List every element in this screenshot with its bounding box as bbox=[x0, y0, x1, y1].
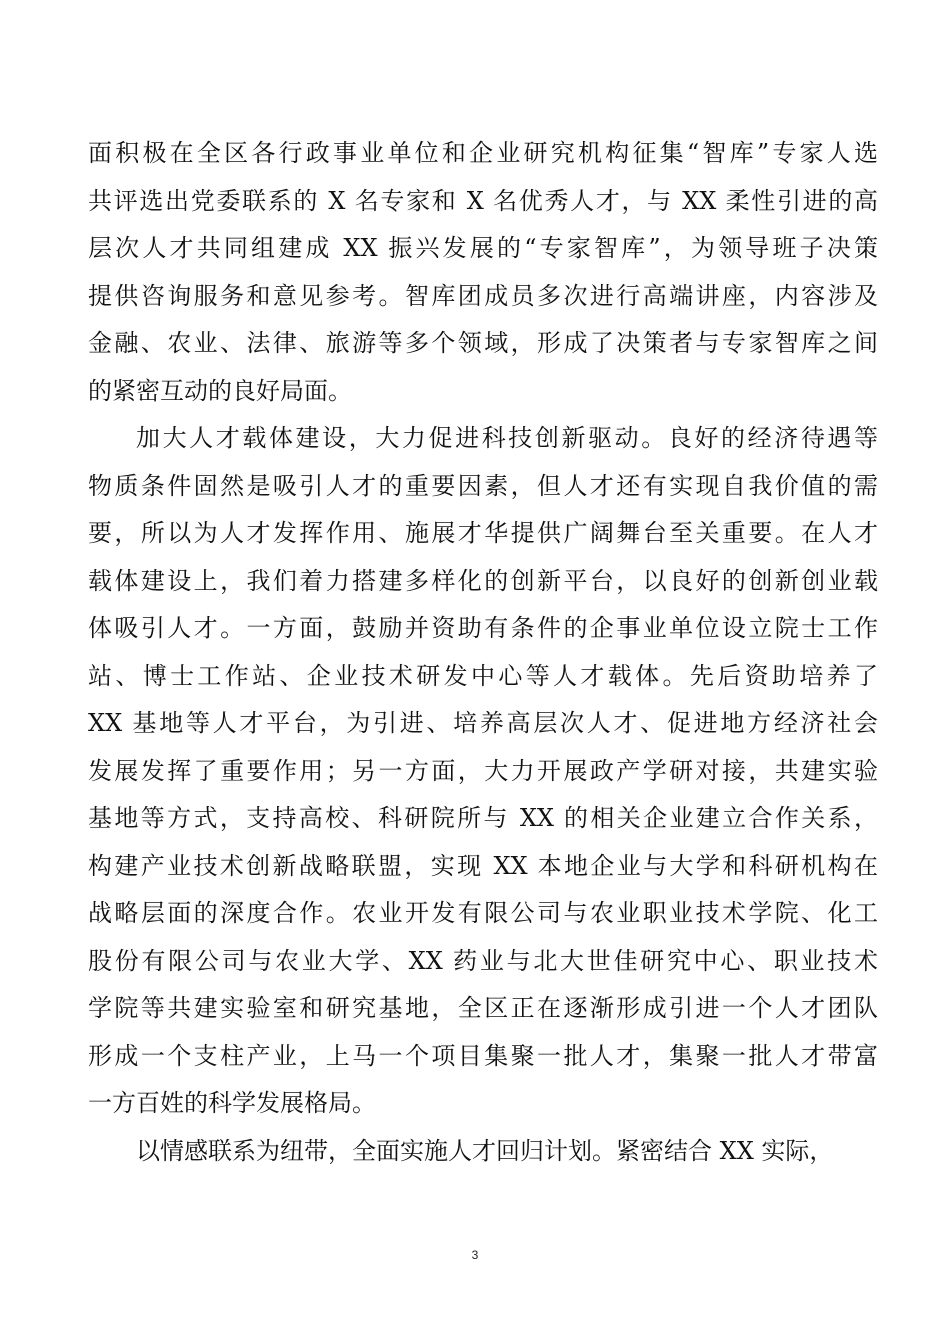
text-line: XX 基地等人才平台，为引进、培养高层次人才、促进地方经济社会 bbox=[88, 709, 878, 737]
paragraph-talent-carrier bbox=[88, 415, 878, 1128]
text-line: 面积极在全区各行政事业单位和企业研究机构征集“智库”专家人选 bbox=[88, 139, 878, 167]
text-line: 的紧密互动的良好局面。 bbox=[88, 376, 352, 405]
text-line: 层次人才共同组建成 XX 振兴发展的“专家智库”，为领导班子决策 bbox=[88, 234, 878, 262]
text-line: 股份有限公司与农业大学、XX 药业与北大世佳研究中心、职业技术 bbox=[88, 946, 878, 975]
text-line: 构建产业技术创新战略联盟，实现 XX 本地企业与大学和科研机构在 bbox=[88, 851, 878, 880]
text-line: 战略层面的深度合作。农业开发有限公司与农业职业技术学院、化工 bbox=[88, 899, 878, 927]
text-line: 体吸引人才。一方面，鼓励并资助有条件的企事业单位设立院士工作 bbox=[88, 614, 878, 642]
text-line: 提供咨询服务和意见参考。智库团成员多次进行高端讲座，内容涉及 bbox=[88, 281, 878, 310]
text-line: 基地等方式，支持高校、科研院所与 XX 的相关企业建立合作关系， bbox=[88, 804, 878, 832]
text-line: 共评选出党委联系的 X 名专家和 X 名优秀人才，与 XX 柔性引进的高 bbox=[88, 186, 878, 215]
paragraph-continued bbox=[88, 130, 878, 415]
body-text bbox=[88, 130, 878, 1175]
text-line: 加大人才载体建设，大力促进科技创新驱动。良好的经济待遇等 bbox=[136, 424, 878, 452]
text-line: 站、博士工作站、企业技术研发中心等人才载体。先后资助培养了 bbox=[88, 661, 878, 690]
text-line: 要，所以为人才发挥作用、施展才华提供广阔舞台至关重要。在人才 bbox=[88, 519, 878, 547]
text-line: 载体建设上，我们着力搭建多样化的创新平台，以良好的创新创业载 bbox=[88, 566, 878, 595]
text-line: 发展发挥了重要作用；另一方面，大力开展政产学研对接，共建实验 bbox=[88, 756, 878, 785]
paragraph-talent-return bbox=[88, 1128, 878, 1176]
text-line: 一方百姓的科学发展格局。 bbox=[88, 1089, 376, 1117]
text-line: 金融、农业、法律、旅游等多个领域，形成了决策者与专家智库之间 bbox=[88, 329, 878, 357]
text-line: 形成一个支柱产业，上马一个项目集聚一批人才，集聚一批人才带富 bbox=[88, 1041, 878, 1070]
text-line: 物质条件固然是吸引人才的重要因素，但人才还有实现自我价值的需 bbox=[88, 471, 878, 500]
text-line: 以情感联系为纽带，全面实施人才回归计划。紧密结合 XX 实际， bbox=[136, 1136, 834, 1165]
page-number: 3 bbox=[471, 1248, 479, 1262]
text-line: 学院等共建实验室和研究基地，全区正在逐渐形成引进一个人才团队 bbox=[88, 994, 878, 1022]
